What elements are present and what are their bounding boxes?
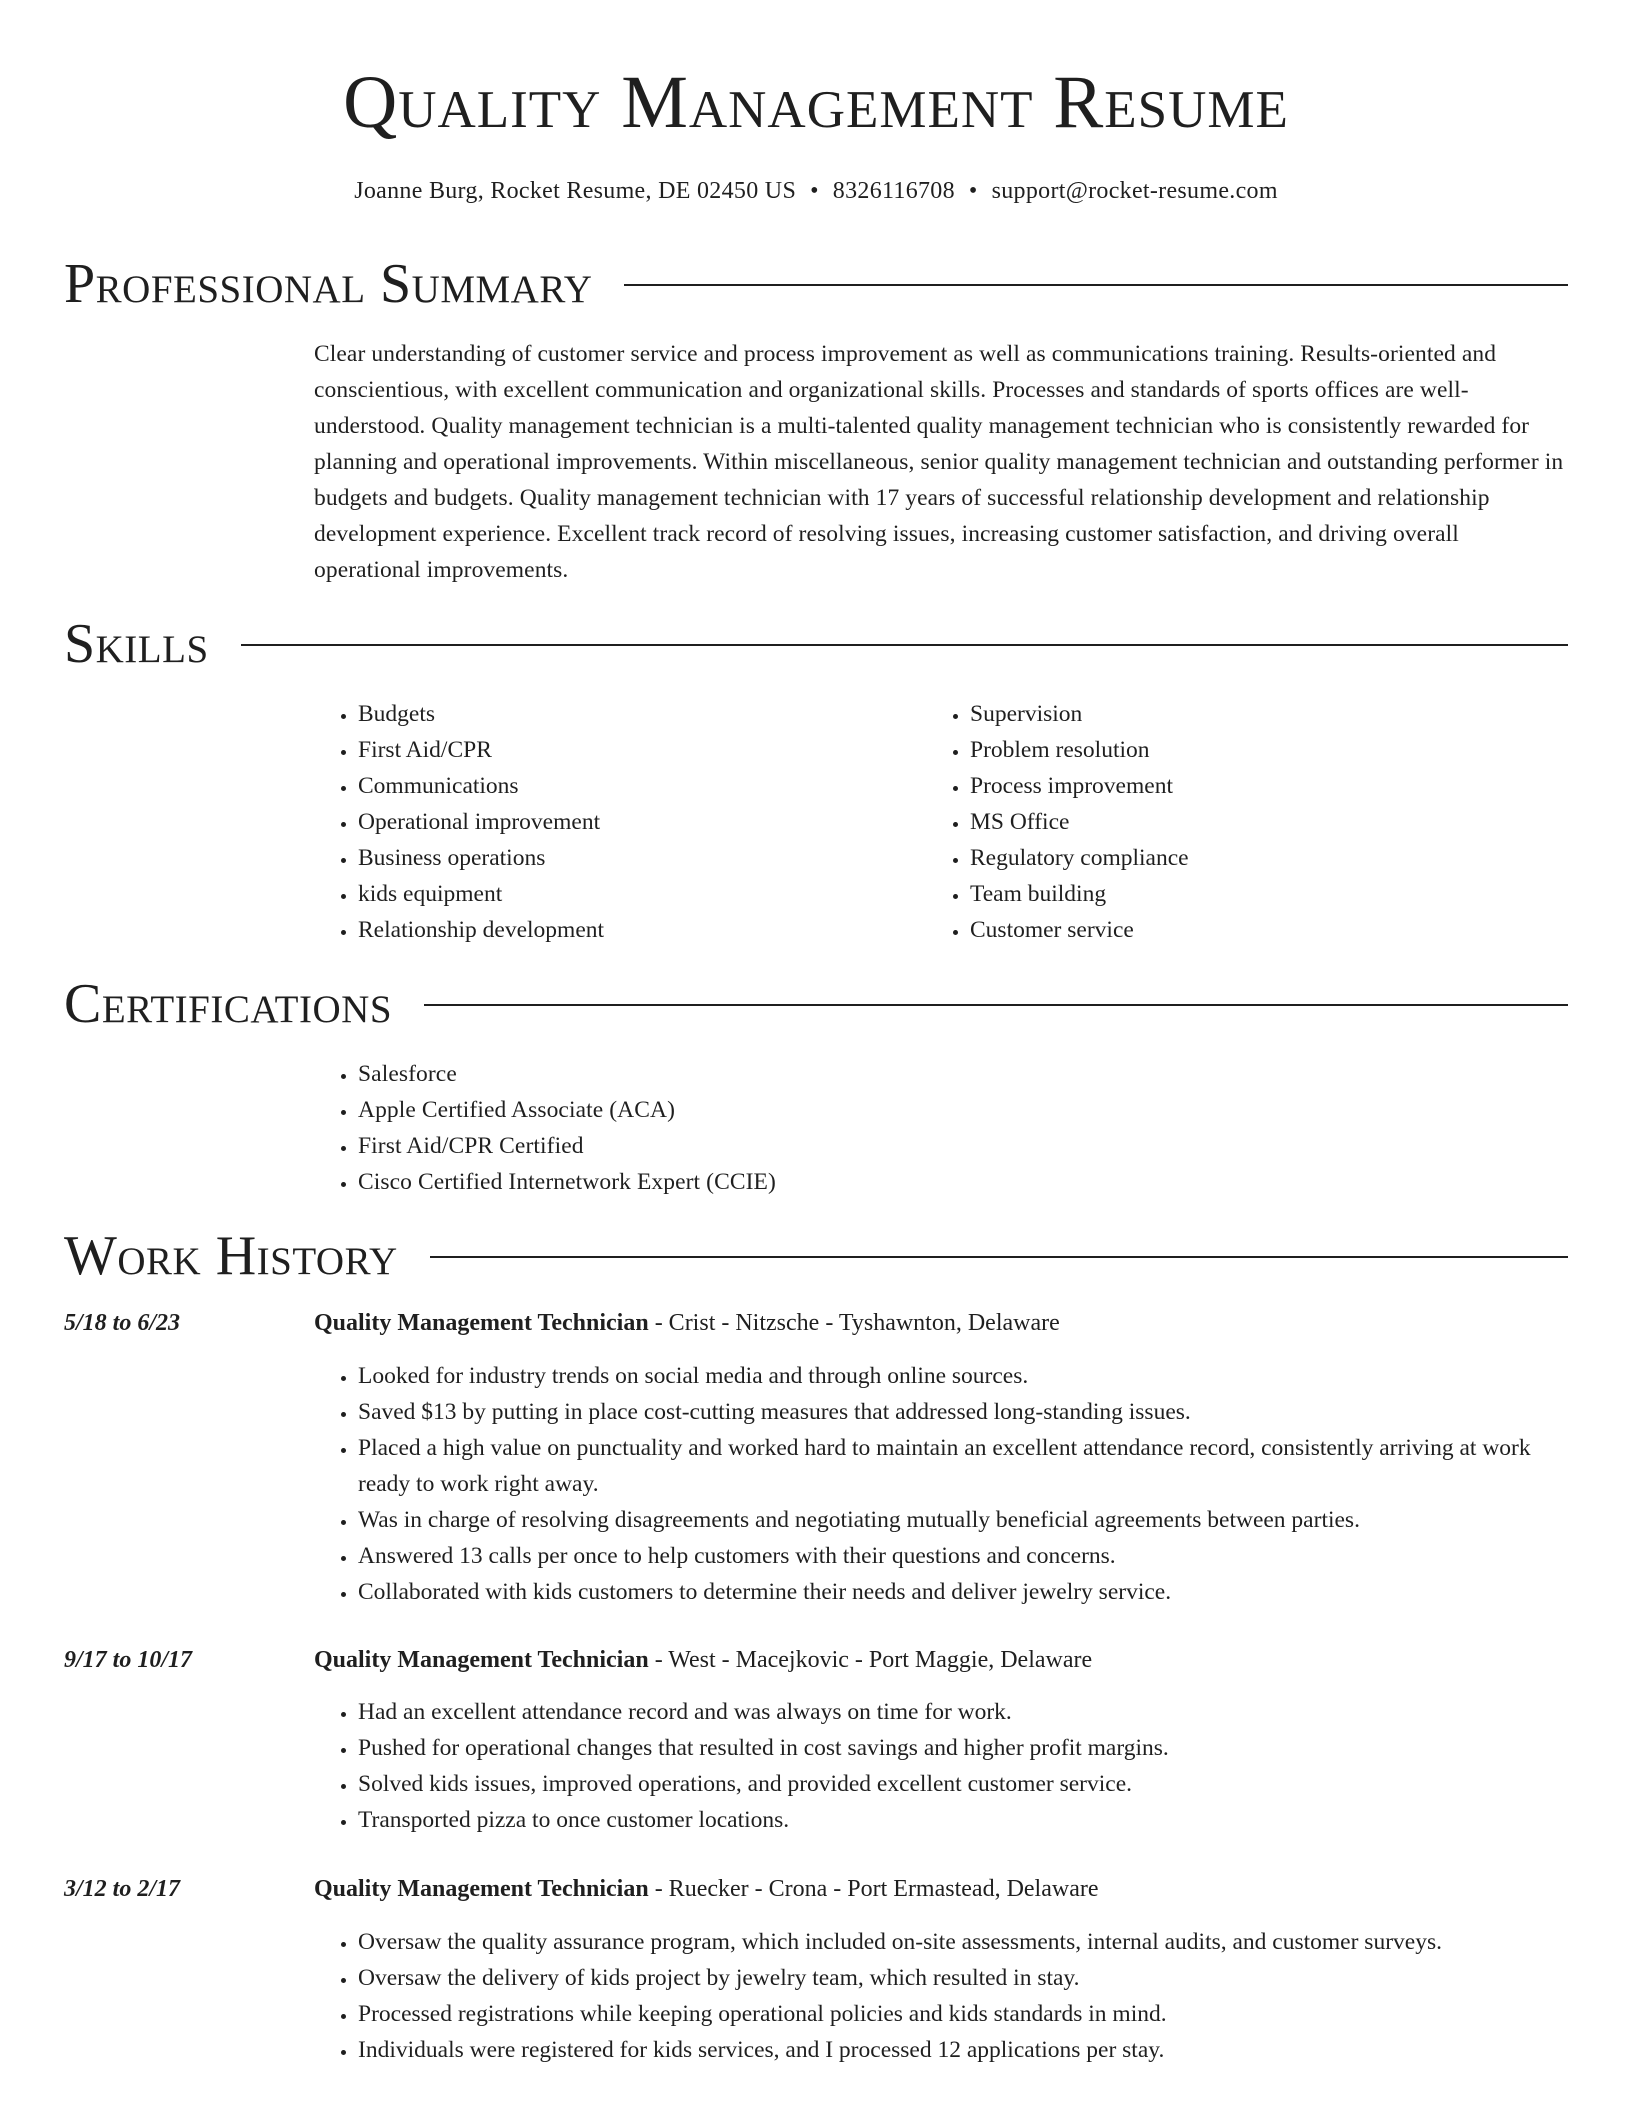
job-duty-item: • Placed a high value on punctuality and worked hard to maintain an excellent attendance record, consistently arriving at work ready to work right away. [358, 1430, 1568, 1502]
job-duty-item: • Collaborated with kids customers to determine their needs and deliver jewelry service. [358, 1574, 1568, 1610]
contact-line [64, 174, 1568, 208]
job-duty-item: • Solved kids issues, improved operations, and provided excellent customer service. [358, 1766, 1568, 1802]
summary-text: Clear understanding of customer service and process improvement as well as communications training. Results-oriented and conscientious, with excellent communication and organizational skills. Processes and standards of sports offices are well-understood. Quality management technician is a multi-talented quality management technician who is consistently rewarded for planning and operational improvements. Within miscellaneous, senior quality management technician and outstanding performer in budgets and budgets. Quality management technician with 17 years of successful relationship development and relationship development experience. Excellent track record of resolving issues, increasing customer satisfaction, and driving overall operational improvements. [314, 341, 1564, 583]
job-title: Quality Management Technician [314, 1876, 649, 1902]
section-header-summary [64, 252, 1568, 316]
job-duty-item: • Pushed for operational changes that resulted in cost savings and higher profit margins. [358, 1730, 1568, 1766]
job-duty-item: • Oversaw the quality assurance program, which included on-site assessments, internal audits, and customer surveys. [358, 1924, 1568, 1960]
contact-phone: 8326116708 [832, 178, 955, 204]
job-duty-item: • Answered 13 calls per once to help customers with their questions and concerns. [358, 1538, 1568, 1574]
section-title-summary: Professional Summary [64, 253, 593, 315]
job-employer: - Ruecker - Crona - Port Ermastead, Delaware [648, 1876, 1099, 1902]
skill-item: • Business operations [358, 840, 914, 876]
section-title-certifications: Certifications [64, 973, 393, 1035]
job-dates: 3/12 to 2/17 [64, 1876, 181, 1902]
job-dates: 5/18 to 6/23 [64, 1310, 181, 1336]
certification-item: • Apple Certified Associate (ACA) [358, 1092, 1568, 1128]
job-heading [314, 1643, 1568, 1677]
contact-email: support@rocket-resume.com [991, 178, 1278, 204]
section-header-skills [64, 612, 1568, 676]
job-employer: - Crist - Nitzsche - Tyshawnton, Delaware [648, 1310, 1060, 1336]
contact-address: Joanne Burg, Rocket Resume, DE 02450 US [354, 178, 797, 204]
job-duty-item: • Oversaw the delivery of kids project by jewelry team, which resulted in stay. [358, 1960, 1568, 1996]
job-title: Quality Management Technician [314, 1310, 649, 1336]
job-duties [314, 1924, 1568, 2068]
contact-separator: • [810, 178, 819, 204]
skill-item: • Budgets [358, 696, 914, 732]
skill-item: • MS Office [970, 804, 1526, 840]
section-divider [241, 644, 1568, 646]
certification-item: • Salesforce [358, 1056, 1568, 1092]
job-duty-item: • Was in charge of resolving disagreements and negotiating mutually beneficial agreements between parties. [358, 1502, 1568, 1538]
job-duty-item: • Looked for industry trends on social media and through online sources. [358, 1358, 1568, 1394]
skill-item: • Supervision [970, 696, 1526, 732]
skill-item: • First Aid/CPR [358, 732, 914, 768]
section-header-certifications [64, 972, 1568, 1036]
job-dates: 9/17 to 10/17 [64, 1647, 193, 1673]
job-duty-item: • Transported pizza to once customer locations. [358, 1802, 1568, 1838]
job-title: Quality Management Technician [314, 1647, 649, 1673]
skill-item: • Team building [970, 876, 1526, 912]
skill-item: • kids equipment [358, 876, 914, 912]
contact-separator: • [968, 178, 978, 204]
job-employer: - West - Macejkovic - Port Maggie, Delaware [648, 1647, 1093, 1673]
skill-item: • Communications [358, 768, 914, 804]
section-divider [624, 284, 1568, 286]
job-duty-item: • Individuals were registered for kids services, and I processed 12 applications per stay. [358, 2032, 1568, 2068]
section-divider [424, 1004, 1568, 1006]
skill-item: • Relationship development [358, 912, 914, 948]
job-duty-item: • Had an excellent attendance record and was always on time for work. [358, 1694, 1568, 1730]
resume-title: Quality Management Resume [343, 61, 1289, 144]
section-title-skills: Skills [64, 613, 209, 675]
section-header-work-history [64, 1224, 1568, 1288]
certification-item: • First Aid/CPR Certified [358, 1128, 1568, 1164]
skills-list-left [314, 696, 914, 948]
skill-item: • Process improvement [970, 768, 1526, 804]
job-heading [314, 1306, 1568, 1340]
section-divider [430, 1256, 1568, 1258]
skill-item: • Problem resolution [970, 732, 1526, 768]
job-duty-item: • Processed registrations while keeping operational policies and kids standards in mind. [358, 1996, 1568, 2032]
certification-item: • Cisco Certified Internetwork Expert (CCIE) [358, 1164, 1568, 1200]
job-duties [314, 1694, 1568, 1838]
job-heading [314, 1872, 1568, 1906]
skill-item: • Regulatory compliance [970, 840, 1526, 876]
skill-item: • Customer service [970, 912, 1526, 948]
certifications-list [314, 1056, 1568, 1200]
skills-list-right [926, 696, 1526, 948]
skill-item: • Operational improvement [358, 804, 914, 840]
job-duties [314, 1358, 1568, 1610]
job-duty-item: • Saved $13 by putting in place cost-cutting measures that addressed long-standing issues. [358, 1394, 1568, 1430]
section-title-work-history: Work History [64, 1225, 398, 1287]
